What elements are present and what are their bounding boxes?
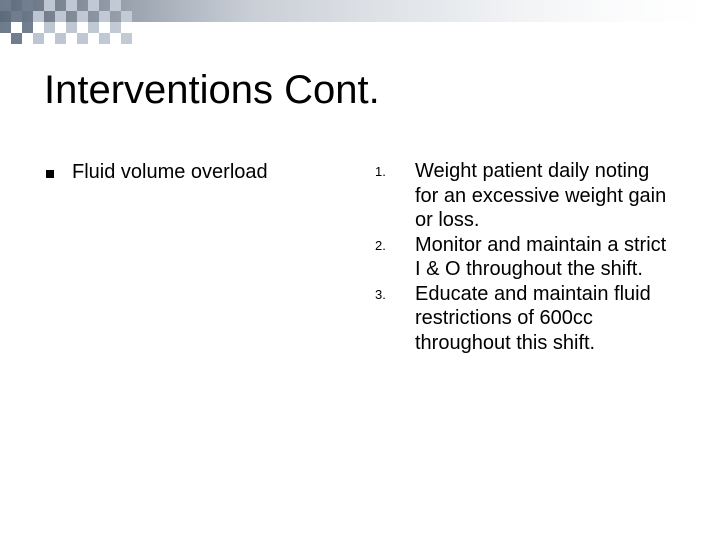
- decorative-header-band: [0, 0, 720, 44]
- step-text: Weight patient daily noting for an excessive weight gain or loss.: [415, 160, 667, 231]
- list-item: [368, 159, 668, 233]
- step-text: Monitor and maintain a strict I & O throughout the shift.: [415, 233, 667, 280]
- step-number: 3.: [375, 286, 386, 302]
- intervention-steps-list: [368, 159, 668, 355]
- slide-title: Interventions Cont.: [44, 68, 380, 112]
- square-bullet-icon: [46, 170, 54, 178]
- list-item: [368, 282, 668, 356]
- step-text: Educate and maintain fluid restrictions of 600cc throughout this shift.: [415, 282, 651, 354]
- bullet-text: Fluid volume overload: [72, 161, 268, 183]
- step-number: 1.: [375, 164, 386, 179]
- step-number: 2.: [375, 237, 386, 253]
- checker-gradient-graphic: [0, 0, 720, 44]
- list-item: [368, 233, 668, 282]
